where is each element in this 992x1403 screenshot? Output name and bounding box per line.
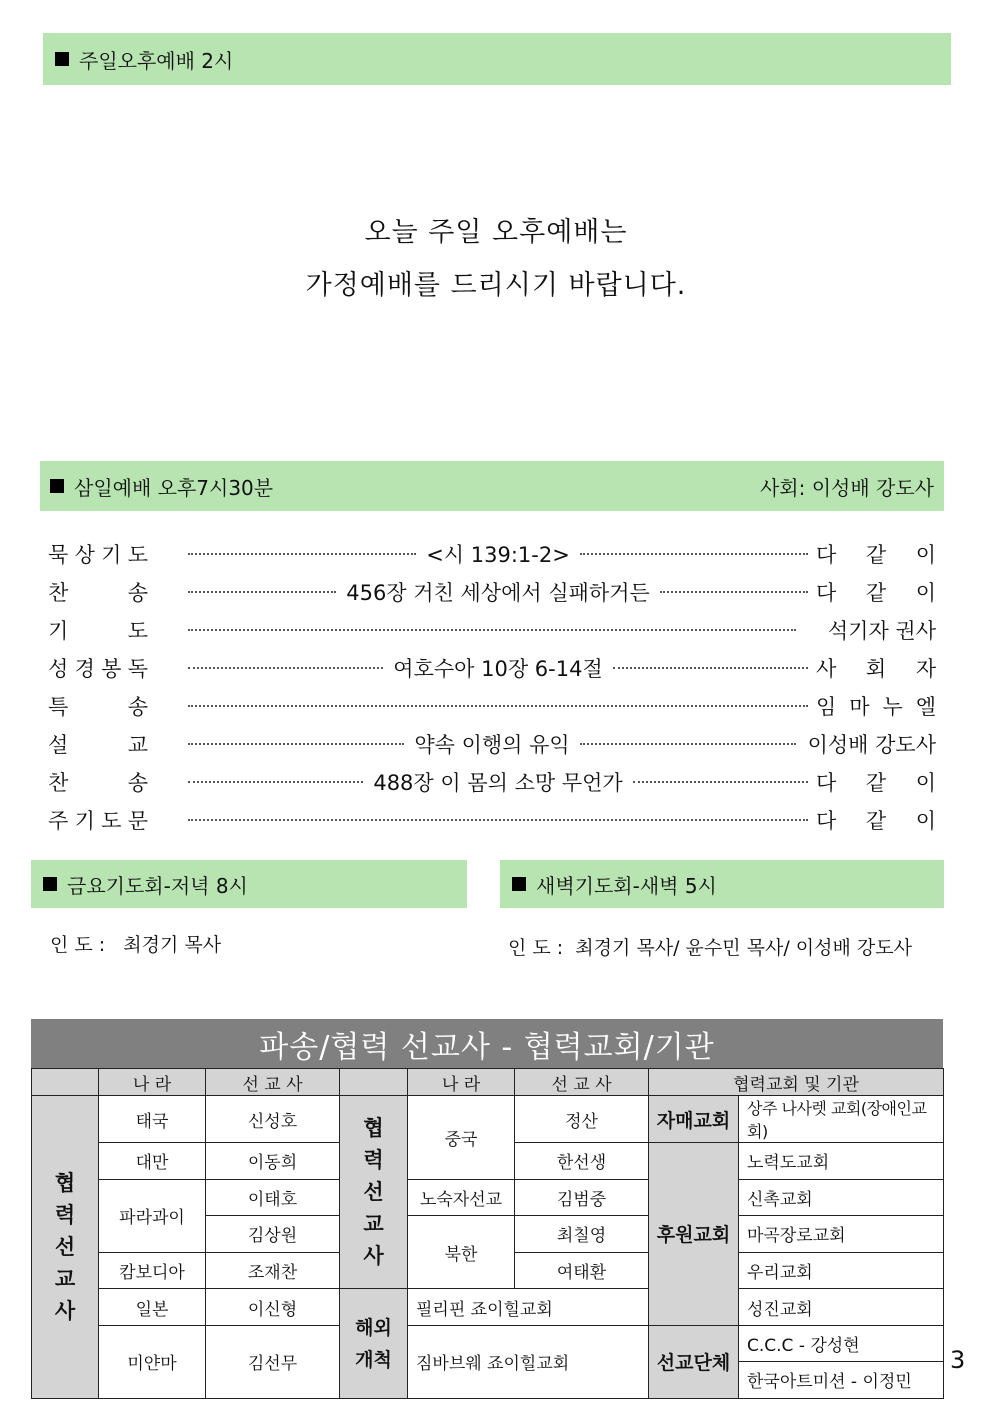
worship-order-row	[48, 802, 936, 838]
dot-leader	[188, 629, 796, 631]
friday-header-text: 금요기도회-저녁 8시	[67, 873, 248, 898]
order-label: 묵 상 기 도	[48, 543, 148, 567]
order-label: 성 경 봉 독	[48, 657, 148, 681]
support-church: 신촉교회	[739, 1179, 944, 1216]
order-detail: 약속 이행의 유익	[414, 733, 570, 757]
order-label: 설 교	[48, 733, 148, 757]
order-detail: <시 139:1-2>	[426, 543, 570, 567]
missionary-cell: 이태호	[206, 1179, 340, 1216]
order-label: 특 송	[48, 695, 148, 719]
wednesday-header-text: 삼일예배 오후7시30분	[74, 475, 274, 500]
missionary-cell: 신성호	[206, 1096, 340, 1143]
missionary-cell: 김범중	[515, 1179, 649, 1216]
wednesday-header	[40, 461, 944, 511]
square-bullet-icon	[512, 877, 526, 891]
order-detail: 여호수아 10장 6-14절	[393, 657, 603, 681]
header-country: 나 라	[408, 1069, 515, 1096]
square-bullet-icon	[43, 877, 57, 891]
missionary-cell: 최칠영	[515, 1216, 649, 1253]
header-blank	[340, 1069, 408, 1096]
table-header-row	[32, 1069, 944, 1096]
friday-header	[31, 860, 467, 908]
country-cell: 미얀마	[99, 1325, 206, 1398]
worship-order-row	[48, 726, 936, 762]
dot-leader	[188, 819, 808, 821]
order-label: 기 도	[48, 619, 148, 643]
mission-org: C.C.C - 강성현	[739, 1326, 943, 1362]
order-person: 다 같 이	[816, 543, 936, 567]
worship-order-row	[48, 574, 936, 610]
order-person: 이성배 강도사	[807, 733, 936, 757]
order-person: 임 마 누 엘	[816, 695, 936, 719]
order-person: 다 같 이	[816, 771, 936, 795]
header-country: 나 라	[99, 1069, 206, 1096]
order-detail: 488장 이 몸의 소망 무언가	[373, 771, 623, 795]
support-church: 노력도교회	[739, 1143, 944, 1180]
order-person: 다 같 이	[816, 581, 936, 605]
header-blank	[32, 1069, 99, 1096]
country-cell: 파라과이	[99, 1179, 206, 1252]
dawn-leader: 인 도 : 최경기 목사/ 윤수민 목사/ 이성배 강도사	[508, 937, 912, 959]
missionary-cell: 정산	[515, 1096, 649, 1143]
header-missionary: 선 교 사	[206, 1069, 340, 1096]
sister-church: 상주 나사렛 교회(장애인교회)	[739, 1096, 944, 1143]
country-cell: 일본	[99, 1289, 206, 1326]
country-cell: 캄보디아	[99, 1252, 206, 1289]
dot-leader	[188, 705, 808, 707]
overseas-label	[340, 1289, 408, 1399]
wednesday-host: 사회: 이성배 강도사	[759, 475, 934, 500]
country-cell: 북한	[408, 1216, 515, 1289]
left-group-label: 협 력 선 교 사	[32, 1096, 99, 1399]
table-row	[32, 1179, 944, 1216]
dot-leader	[188, 577, 808, 607]
missionary-cell: 이신형	[206, 1289, 340, 1326]
header-missionary: 선 교 사	[515, 1069, 649, 1096]
support-church: 성진교회	[739, 1289, 944, 1326]
table-row	[32, 1096, 944, 1143]
order-label: 찬 송	[48, 581, 148, 605]
missions-table	[31, 1068, 944, 1399]
mid-group-label: 협 력 선 교 사	[340, 1096, 408, 1289]
country-cell: 중국	[408, 1096, 515, 1180]
country-cell: 대만	[99, 1143, 206, 1180]
country-cell: 노숙자선교	[408, 1179, 515, 1216]
missionary-cell: 조재찬	[206, 1252, 340, 1289]
table-row	[32, 1289, 944, 1326]
mission-org: 한국아트미션 - 이정민	[747, 1372, 912, 1393]
support-church-label: 후원교회	[649, 1143, 739, 1326]
missionary-cell: 여태환	[515, 1252, 649, 1289]
order-label: 주 기 도 문	[48, 809, 148, 833]
dawn-header-text: 새벽기도회-새벽 5시	[536, 873, 717, 898]
mission-org-cell	[739, 1325, 944, 1398]
sunday-pm-header-text: 주일오후예배 2시	[79, 48, 234, 73]
support-church: 우리교회	[739, 1252, 944, 1289]
worship-order-row	[48, 688, 936, 724]
page-number: 3	[950, 1346, 966, 1374]
dot-leader	[188, 767, 808, 797]
missionary-cell: 김선무	[206, 1325, 340, 1398]
worship-order-row	[48, 764, 936, 800]
dot-leader	[188, 653, 808, 683]
missionary-cell: 김상원	[206, 1216, 340, 1253]
overseas-church: 짐바브웨 죠이힐교회	[408, 1325, 649, 1398]
overseas-label-line2: 개척	[355, 1348, 392, 1371]
worship-order-row	[48, 612, 936, 648]
order-person: 석기자 권사	[827, 619, 936, 643]
overseas-label-line1: 해외	[355, 1316, 392, 1339]
sister-church-label: 자매교회	[649, 1096, 739, 1143]
sunday-pm-notice-line2: 가정예배를 드리시기 바랍니다.	[305, 270, 687, 301]
overseas-church: 필리핀 죠이힐교회	[408, 1289, 649, 1326]
sunday-pm-notice-line1: 오늘 주일 오후예배는	[364, 217, 628, 248]
country-cell: 태국	[99, 1096, 206, 1143]
sunday-pm-header	[43, 33, 951, 85]
order-label: 찬 송	[48, 771, 148, 795]
order-detail: 456장 거친 세상에서 실패하거든	[346, 581, 650, 605]
missionary-cell: 이동희	[206, 1143, 340, 1180]
dot-leader	[188, 729, 796, 759]
support-church: 마곡장로교회	[739, 1216, 944, 1253]
square-bullet-icon	[50, 479, 64, 493]
friday-leader: 인 도 : 최경기 목사	[50, 934, 222, 956]
header-partner-church: 협력교회 및 기관	[649, 1069, 944, 1096]
dawn-header	[500, 860, 944, 908]
order-person: 사 회 자	[816, 657, 936, 681]
missions-title: 파송/협력 선교사 - 협력교회/기관	[31, 1019, 943, 1068]
order-person: 다 같 이	[816, 809, 936, 833]
dot-leader	[188, 539, 808, 569]
table-row	[32, 1325, 944, 1398]
missionary-cell: 한선생	[515, 1143, 649, 1180]
worship-order-row	[48, 650, 936, 686]
mission-org-label: 선교단체	[649, 1325, 739, 1398]
worship-order-row	[48, 536, 936, 572]
square-bullet-icon	[55, 52, 69, 66]
